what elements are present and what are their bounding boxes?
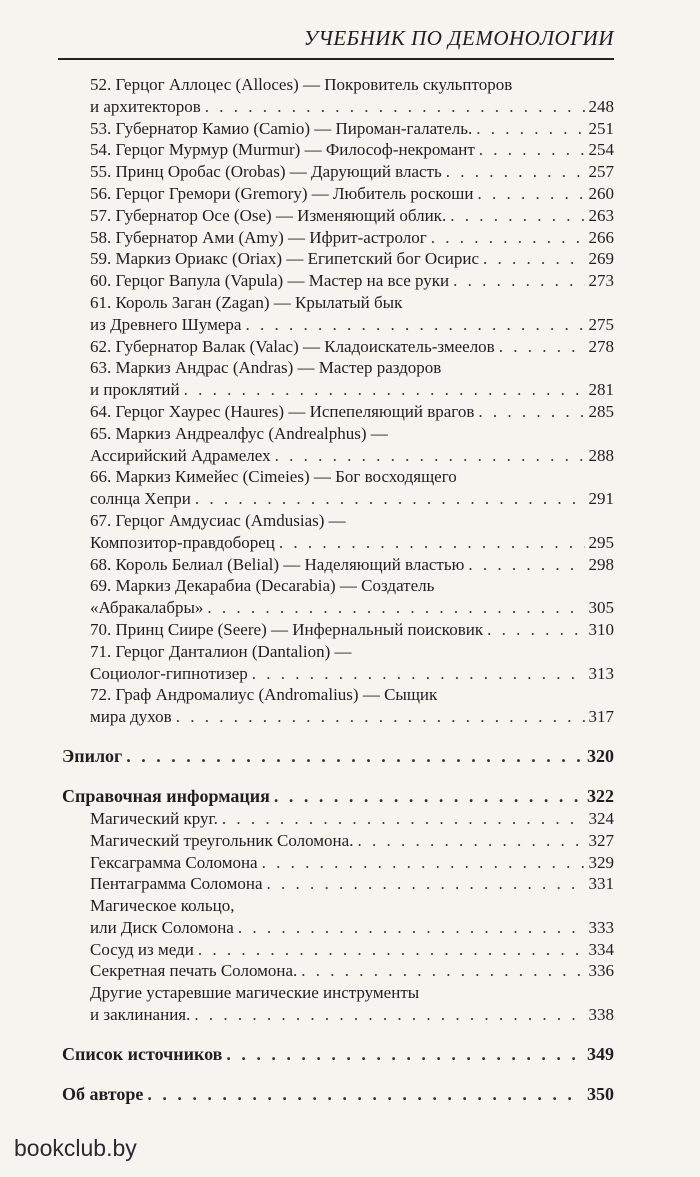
toc-entry[interactable] (0, 510, 700, 554)
toc-entry[interactable] (0, 830, 700, 852)
toc-entry-title-line: 56. Герцог Гремори (Gremory) — Любитель роскоши (90, 183, 474, 203)
leader-dots (147, 1082, 583, 1106)
leader-dots (468, 554, 584, 576)
toc-entry[interactable] (0, 575, 700, 619)
leader-dots (275, 445, 585, 467)
toc-entry-title-line: Сосуд из меди (90, 939, 194, 959)
toc-entry-title-line: Композитор-правдоборец (90, 532, 275, 552)
page-number: 291 (588, 489, 614, 509)
toc-entry[interactable] (0, 401, 700, 423)
toc-entry-title-line: мира духов (90, 707, 172, 727)
toc-entry-title-line: 57. Губернатор Осе (Ose) — Изменяющий облик. (90, 205, 447, 225)
toc-entry-line (90, 161, 614, 183)
page-number: 324 (588, 808, 614, 828)
toc-entry-line (62, 784, 614, 808)
leader-dots (279, 532, 585, 554)
page-number: 263 (588, 205, 614, 225)
toc-entry-title-line: Список источников (62, 1043, 223, 1064)
toc-entry-title-line: Магический треугольник Соломона. (90, 830, 354, 850)
toc-entry-title-line: или Диск Соломона (90, 917, 234, 937)
toc-entry-line (90, 873, 614, 895)
page-number: 331 (588, 874, 614, 894)
page-number: 269 (588, 249, 614, 269)
page-number: 349 (587, 1043, 614, 1064)
toc-entry-title-line: Секретная печать Соломона. (90, 961, 298, 981)
toc-entry[interactable] (0, 808, 700, 830)
toc-entry[interactable] (0, 161, 700, 183)
page-number: 257 (588, 162, 614, 182)
page-number: 254 (588, 140, 614, 160)
toc-entry[interactable] (0, 74, 700, 118)
leader-dots (195, 488, 585, 510)
toc-entry-line (90, 917, 614, 939)
page-number: 305 (588, 598, 614, 618)
toc-entry-line (90, 597, 614, 619)
toc-entry-line (90, 554, 614, 576)
toc-entry-title-line: 70. Принц Сиире (Seere) — Инфернальный поисковик (90, 619, 484, 639)
toc-entry-line (90, 852, 614, 874)
leader-dots (176, 706, 585, 728)
page-number: 281 (588, 380, 614, 400)
toc-entry-title-line: Пентаграмма Соломона (90, 874, 263, 894)
toc-entry[interactable] (0, 336, 700, 358)
toc-section[interactable] (0, 744, 700, 768)
toc-entry-line (62, 1082, 614, 1106)
toc-section[interactable] (0, 784, 700, 808)
table-of-contents (0, 74, 700, 1106)
toc-entry-line (90, 270, 614, 292)
leader-dots (252, 663, 585, 685)
toc-entry[interactable] (0, 982, 700, 1026)
toc-entry[interactable] (0, 118, 700, 140)
toc-entry[interactable] (0, 641, 700, 685)
page-number: 320 (587, 745, 614, 766)
leader-dots (274, 784, 583, 808)
page-number: 317 (588, 707, 614, 727)
page-number: 334 (588, 939, 614, 959)
toc-entry-line (62, 744, 614, 768)
toc-entry[interactable] (0, 357, 700, 401)
toc-entry-title-line: 68. Король Белиал (Belial) — Наделяющий властью (90, 554, 465, 574)
leader-dots (205, 96, 585, 118)
toc-entry-line (90, 139, 614, 161)
leader-dots (301, 960, 584, 982)
toc-entry-line (90, 445, 614, 467)
leader-dots (198, 939, 585, 961)
toc-entry-title-line: солнца Хепри (90, 489, 191, 509)
toc-entry[interactable] (0, 227, 700, 249)
leader-dots (499, 336, 585, 358)
leader-dots (226, 1042, 583, 1066)
toc-entry-line (90, 488, 614, 510)
toc-entry-line (90, 336, 614, 358)
page-number: 336 (588, 961, 614, 981)
toc-entry-title-line: и заклинания. (90, 1005, 191, 1025)
page-number: 260 (588, 183, 614, 203)
page-number: 288 (588, 445, 614, 465)
leader-dots (262, 852, 585, 874)
toc-entry[interactable] (0, 139, 700, 161)
leader-dots (222, 808, 585, 830)
toc-entry-title-line: Социолог-гипнотизер (90, 663, 248, 683)
toc-entry-title-line: Магический круг. (90, 808, 218, 828)
leader-dots (450, 205, 584, 227)
page-number: 327 (588, 830, 614, 850)
toc-entry-line (90, 939, 614, 961)
toc-section[interactable] (0, 1042, 700, 1066)
page-number: 278 (588, 336, 614, 356)
header-rule (58, 58, 614, 60)
page-number: 313 (588, 663, 614, 683)
page-number: 322 (587, 785, 614, 806)
toc-entry[interactable] (0, 270, 700, 292)
toc-entry-line (90, 379, 614, 401)
leader-dots (184, 379, 585, 401)
toc-entry-title-line: 63. Маркиз Андрас (Andras) — Мастер раздоров (90, 358, 442, 378)
toc-entry-title-line: «Абракалабры» (90, 598, 204, 618)
toc-entry-line (90, 205, 614, 227)
section-gap (0, 1026, 700, 1042)
toc-entry[interactable] (0, 684, 700, 728)
toc-entry-title-line: и проклятий (90, 380, 180, 400)
page-number: 310 (588, 619, 614, 639)
toc-entry-title-line: из Древнего Шумера (90, 314, 242, 334)
toc-entry-title-line: 54. Герцог Мурмур (Murmur) — Философ-некромант (90, 140, 475, 160)
toc-entry[interactable] (0, 939, 700, 961)
page-number: 338 (588, 1005, 614, 1025)
toc-entry-line (90, 96, 614, 118)
page-number: 295 (588, 532, 614, 552)
toc-entry-line (90, 808, 614, 830)
toc-entry-title-line: 55. Принц Оробас (Orobas) — Дарующий власть (90, 162, 442, 182)
leader-dots (453, 270, 584, 292)
toc-section[interactable] (0, 1082, 700, 1106)
toc-entry-title-line: Гексаграмма Соломона (90, 852, 258, 872)
toc-entry[interactable] (0, 292, 700, 336)
leader-dots (479, 139, 585, 161)
page-number: 273 (588, 271, 614, 291)
toc-entry[interactable] (0, 960, 700, 982)
toc-entry-line (90, 401, 614, 423)
page-number: 333 (588, 917, 614, 937)
toc-entry-title-line: Эпилог (62, 745, 123, 766)
toc-entry-title-line: 62. Губернатор Валак (Valac) — Кладоискатель-змеелов (90, 336, 495, 356)
section-gap (0, 728, 700, 744)
leader-dots (476, 118, 584, 140)
toc-entry-title-line: Ассирийский Адрамелех (90, 445, 271, 465)
toc-entry-title-line: 59. Маркиз Ориакс (Oriax) — Египетский бог Осирис (90, 249, 479, 269)
running-title: УЧЕБНИК ПО ДЕМОНОЛОГИИ (303, 26, 614, 50)
section-gap (0, 1066, 700, 1082)
toc-entry-title-line: 52. Герцог Аллоцес (Alloces) — Покровитель скульпторов (90, 75, 513, 94)
leader-dots (357, 830, 584, 852)
toc-entry[interactable] (0, 248, 700, 270)
toc-entry-title-line: Другие устаревшие магические инструменты (90, 983, 420, 1003)
toc-entry[interactable] (0, 423, 700, 467)
toc-entry[interactable] (0, 852, 700, 874)
leader-dots (431, 227, 585, 249)
leader-dots (238, 917, 585, 939)
page-number: 298 (588, 554, 614, 574)
toc-entry-line (90, 706, 614, 728)
leader-dots (478, 401, 584, 423)
toc-entry[interactable] (0, 895, 700, 939)
leader-dots (194, 1004, 584, 1026)
toc-entry-title-line: 72. Граф Андромалиус (Andromalius) — Сыщик (90, 685, 438, 705)
toc-entry-title-line: Об авторе (62, 1083, 144, 1104)
toc-entry-title-line: и архитекторов (90, 96, 201, 116)
toc-entry-line (90, 118, 614, 140)
toc-entry-title-line: 71. Герцог Данталион (Dantalion) — (90, 641, 352, 661)
toc-entry-line (90, 960, 614, 982)
leader-dots (245, 314, 584, 336)
toc-entry-line (90, 663, 614, 685)
toc-entry-title-line: 65. Маркиз Андреалфус (Andrealphus) — (90, 423, 388, 443)
toc-entry-line (90, 248, 614, 270)
leader-dots (478, 183, 585, 205)
page-number: 266 (588, 227, 614, 247)
toc-entry-title-line: 67. Герцог Амдусиас (Amdusias) — (90, 510, 346, 530)
leader-dots (126, 744, 583, 768)
toc-entry-title-line: Справочная информация (62, 785, 270, 806)
toc-entry-title-line: 61. Король Заган (Zagan) — Крылатый бык (90, 292, 403, 312)
toc-entry-title-line: Магическое кольцо, (90, 896, 235, 916)
toc-entry-line (90, 830, 614, 852)
toc-entry-line (62, 1042, 614, 1066)
toc-entry[interactable] (0, 466, 700, 510)
toc-entry-line (90, 314, 614, 336)
page-number: 285 (588, 401, 614, 421)
toc-entry[interactable] (0, 183, 700, 205)
page-header (0, 0, 700, 60)
page-number: 329 (588, 852, 614, 872)
page-number: 248 (588, 96, 614, 116)
toc-entry-line (90, 183, 614, 205)
watermark-text: bookclub.by (14, 1135, 137, 1161)
toc-entry-title-line: 60. Герцог Вапула (Vapula) — Мастер на все руки (90, 271, 450, 291)
leader-dots (446, 161, 585, 183)
leader-dots (207, 597, 584, 619)
toc-entry-line (90, 227, 614, 249)
toc-entry-title-line: 66. Маркиз Кимейес (Cimeies) — Бог восходящего (90, 467, 457, 487)
toc-entry[interactable] (0, 619, 700, 641)
page-number: 275 (588, 314, 614, 334)
leader-dots (487, 619, 584, 641)
toc-entry[interactable] (0, 873, 700, 895)
leader-dots (267, 873, 585, 895)
section-gap (0, 768, 700, 784)
toc-entry[interactable] (0, 554, 700, 576)
toc-entry-line (90, 532, 614, 554)
toc-entry-line (90, 619, 614, 641)
page-number: 251 (588, 118, 614, 138)
toc-entry-title-line: 58. Губернатор Ами (Amy) — Ифрит-астролог (90, 227, 427, 247)
toc-entry-line (90, 1004, 614, 1026)
page-number: 350 (587, 1083, 614, 1104)
leader-dots (483, 248, 585, 270)
toc-entry-title-line: 64. Герцог Хаурес (Haures) — Испепеляющий врагов (90, 401, 475, 421)
toc-entry[interactable] (0, 205, 700, 227)
toc-entry-title-line: 69. Маркиз Декарабиа (Decarabia) — Создатель (90, 576, 435, 596)
toc-entry-title-line: 53. Губернатор Камио (Camio) — Пироман-галатель. (90, 118, 473, 138)
